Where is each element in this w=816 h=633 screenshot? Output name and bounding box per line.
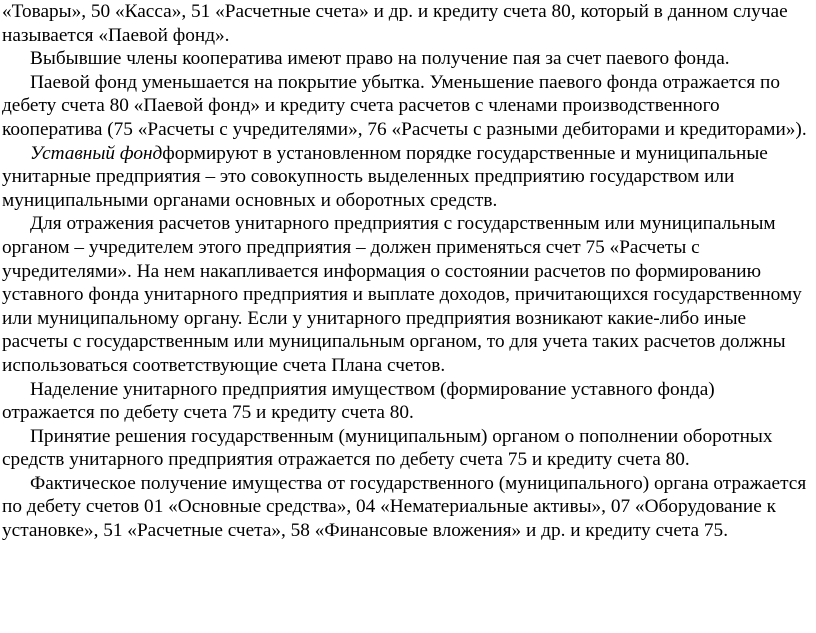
defined-term: Уставный фонд (30, 142, 163, 164)
paragraph-1 (2, 0, 808, 47)
paragraph-3-text: Паевой фонд уменьшается на покрытие убытка. Уменьшение паевого фонда отражается по дебету счета 80 «Паевой фонд» и кредиту счета расчетов с членами производственного кооператива (75 «Расчеты с учредителями», 76 «Расчеты с разными дебиторами и кредиторами»). (2, 71, 807, 140)
paragraph-2-text: Выбывшие члены кооператива имеют право на получение пая за счет паевого фонда. (30, 48, 730, 70)
paragraph-8-text: Фактическое получение имущества от государственного (муниципального) органа отражается по дебету счетов 01 «Основные средства», 04 «Нематериальные активы», 07 «Оборудование к установке», 51 «Расчетные счета», 58 «Финансовые вложения» и др. и кредиту счета 75. (2, 472, 807, 542)
paragraph-1-text: «Товары», 50 «Касса», 51 «Расчетные счета» и др. и кредиту счета 80, который в данном случае называется «Паевой фонд». (2, 1, 788, 46)
paragraph-4 (2, 142, 808, 213)
paragraph-5-text: Для отражения расчетов унитарного предприятия с государственным или муниципальным органом – учредителем этого предприятия – должен применяться счет 75 «Расчеты с учредителями». На нем накапливается информация о состоянии расчетов по формированию уставного фонда унитарного предприятия и выплате доходов, причитающихся государственному или муниципальному органу. Если у унитарного предприятия возникают какие-либо иные расчеты с государственным или муниципальным органом, то для учета таких расчетов должны использоваться соответствующие счета Плана счетов. (2, 213, 802, 376)
paragraph-6-text: Наделение унитарного предприятия имуществом (формирование уставного фонда) отражается по дебету счета 75 и кредиту счета 80. (2, 378, 715, 424)
paragraph-3 (2, 71, 808, 142)
paragraph-7-text: Принятие решения государственным (муниципальным) органом о пополнении оборотных средств унитарного предприятия отражается по дебету счета 75 и кредиту счета 80. (2, 425, 773, 471)
paragraph-6 (2, 378, 808, 425)
paragraph-4-text: формируют в установленном порядке государственные и муниципальные унитарные предприятия – это совокупность выделенных предприятию государством или муниципальными органами основных и оборотных средств. (2, 142, 768, 211)
paragraph-5 (2, 212, 808, 377)
paragraph-2 (2, 47, 808, 71)
paragraph-8 (2, 472, 808, 543)
paragraph-7 (2, 425, 808, 472)
